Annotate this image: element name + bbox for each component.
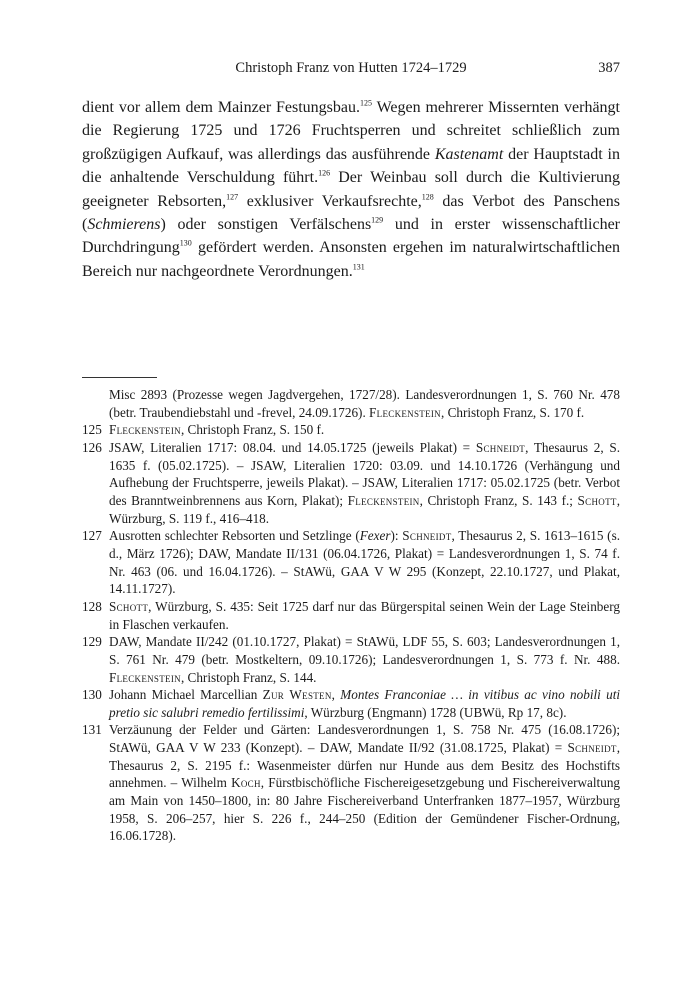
text-run: Verzäunung der Felder und Gärten: Landesverordnungen 1, S. 758 Nr. 475 (16.08.1726); StAWü, GAA V W 233 (Konzept). – DAW, Mandate II/92 (31.08.1725, Plakat) = [109,722,620,756]
author-name: Schneidt [567,740,617,756]
text-run: Johann Michael Marcellian [109,687,263,703]
footnote-ref-131: 131 [352,262,365,272]
main-text [82,96,620,283]
author-name: Zur Westen [262,687,332,703]
footnote-127 [82,527,620,598]
text-run: , Christoph Franz, S. 150 f. [180,422,325,438]
text-run: DAW, Mandate II/242 (01.10.1727, Plakat) = StAWü, LDF 55, S. 603; Landesverordnungen 1, S. 761 Nr. 479 (betr. Mostkeltern, 09.10.1726); Landesverordnungen 1, S. 773 f. Nr. 488. [109,634,620,667]
text-run: , Christoph Franz, S. 143 f.; [419,492,578,508]
italic-term: Fexer [359,528,391,544]
author-name: Fleckenstein [369,404,441,420]
footnote-text [109,421,620,439]
author-name: Schneidt [475,439,526,455]
text-run: exklusiver Verkaufsrechte, [238,192,422,210]
footnote-ref-128: 128 [421,192,434,202]
footnotes [82,386,620,845]
text-run: , Würzburg, S. 119 f., 416–418. [109,492,620,526]
footnote-text [109,721,620,845]
text-run: das Verbot des Panschens ( [82,192,621,234]
author-name: Schott [577,492,617,508]
footnote-text [109,686,620,721]
footnote-ref-127: 127 [226,192,239,202]
footnote-number: 131 [82,722,102,738]
text-run: Ausrotten schlechter Rebsorten und Setzlinge ( [109,528,360,544]
footnote-128 [82,598,620,633]
author-name: Koch [231,775,261,791]
footnote-text [109,439,620,527]
text-run: Misc 2893 (Prozesse wegen Jagdvergehen, 1727/28). Landesverordnungen 1, S. 760 Nr. 478 (betr. Traubendiebstahl und -frevel, 24.09.1726). [109,387,620,420]
text-run: ) oder sonstigen Verfälschens [160,216,372,234]
text-run: ): [390,528,403,544]
footnote-continuation [82,386,620,421]
footnote-text [109,598,620,633]
footnote-ref-129: 129 [371,215,384,225]
footnote-131 [82,721,620,845]
text-run: , Würzburg, S. 435: Seit 1725 darf nur das Bürgerspital seinen Wein der Lage Steinberg in Flaschen verkaufen. [109,598,620,632]
author-name: Fleckenstein [109,422,181,438]
italic-term-kastenamt: Kastenamt [434,145,504,163]
text-run: Der Weinbau soll durch die Kultivierung geeigneter Rebsorten, [82,169,621,210]
footnote-number: 127 [82,528,102,544]
text-run: JSAW, Literalien 1717: 08.04. und 14.05.1725 (jeweils Plakat) = [109,439,476,455]
footnote-130 [82,686,620,721]
text-run: , [331,687,341,703]
italic-title: Montes Franconiae … in vitibus ac vino nobili uti pretio sic salubri remedio fertilissimi [109,687,621,720]
text-run: , Christoph Franz, S. 144. [180,669,317,685]
footnote-number: 125 [82,422,102,438]
footnote-ref-126: 126 [318,168,331,178]
footnote-125 [82,421,620,439]
text-run: , Thesaurus 2, S. 1613–1615 (s. d., März 1726); DAW, Mandate II/131 (06.04.1726, Plakat) = Landesverordnungen 1, S. 74 f. Nr. 463 (06. und 16.04.1726). – StAWü, GAA V W 295 (Konzept, 22.10.1727, und Plakat, 14.11.1727). [109,528,620,597]
author-name: Schott [109,598,149,614]
author-name: Schneidt [402,528,452,544]
footnote-text [109,633,620,686]
main-paragraph [82,96,620,283]
text-run: , Thesaurus 2, S. 1635 f. (05.02.1725). – JSAW, Literalien 1720: 03.09. und 14.10.1726 (Verhängung und Aufhebung der Fruchtsperre, jeweils Plakat). – JSAW, Literalien 1717: 05.02.1725 (betr. Verbot des Branntweinbrennens aus Korn, Plakat); [109,439,621,508]
footnote-129 [82,633,620,686]
text-run: , Thesaurus 2, S. 2195 f.: Wasenmeister dürfen nur Hunde aus dem Besitz des Hochstifts annehmen. – Wilhelm [109,740,620,791]
italic-term-schmierens: Schmierens [87,216,161,234]
author-name: Fleckenstein [347,492,420,508]
text-run: der Hauptstadt in die anhaltende Verschuldung führt. [82,145,620,187]
footnote-separator [82,377,157,378]
text-run: , Würzburg (Engmann) 1728 (UBWü, Rp 17, 8c). [304,704,567,720]
footnote-ref-130: 130 [179,239,192,249]
text-run: Wegen mehrerer Missernten verhängt die Regierung 1725 und 1726 Fruchtsperren und schreitet schließlich zum großzügigen Aufkauf, was allerdings das ausführende [82,99,620,163]
footnote-number: 130 [82,687,102,703]
footnote-number: 129 [82,634,102,650]
text-run: und in erster wissenschaftlicher Durchdringung [82,216,621,257]
footnote-ref-125: 125 [360,98,373,108]
text-run: gefördert werden. Ansonsten ergehen im naturalwirtschaftlichen Bereich nur nachgeordnete Verordnungen. [82,239,620,280]
footnote-number: 126 [82,439,102,455]
author-name: Fleckenstein [109,669,181,685]
footnote-126 [82,439,620,527]
footnote-text [109,527,620,598]
running-title: Christoph Franz von Hutten 1724–1729 [235,60,467,76]
footnote-number: 128 [82,598,102,614]
text-run: , Christoph Franz, S. 170 f. [440,404,585,420]
text-run: , Fürstbischöfliche Fischereigesetzgebung und Fischereiverwaltung am Main von 1450–1800, in: 80 Jahre Fischereiverband Unterfranken 1877–1957, Würzburg 1958, S. 206–257, hier S. 226 f., 244–250 (Edition der Gemündener Fischer-Ordnung, 16.06.1728). [109,775,621,844]
text-run: dient vor allem dem Mainzer Festungsbau. [82,99,361,116]
page-number: 387 [598,60,620,76]
running-header [82,60,620,82]
